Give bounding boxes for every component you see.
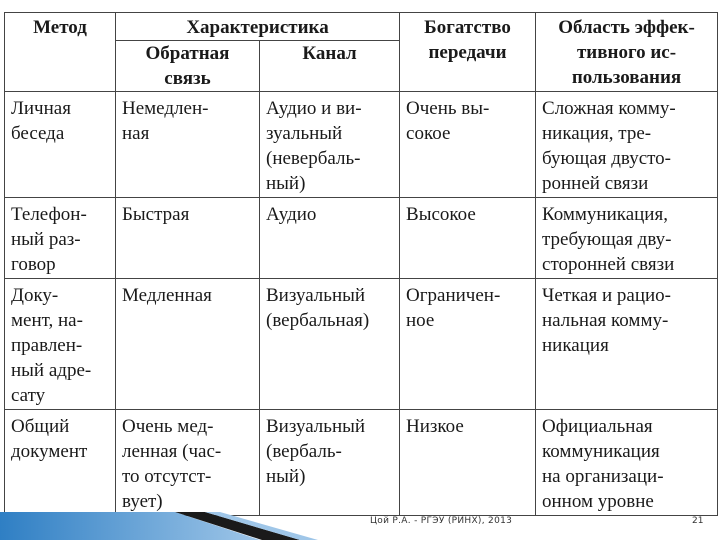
cell-method: Личная беседа [5, 92, 116, 198]
cell-area: Официальная коммуникация на организаци- онном уровне [536, 410, 718, 516]
header-area: Область эффек- тивного ис- пользования [536, 13, 718, 92]
cell-richness: Низкое [400, 410, 536, 516]
cell-area: Четкая и рацио- нальная комму- никация [536, 279, 718, 410]
header-richness: Богатство передачи [400, 13, 536, 92]
cell-channel: Визуальный (вербальная) [260, 279, 400, 410]
page-number: 21 [692, 516, 704, 526]
cell-channel: Аудио [260, 198, 400, 279]
cell-method: Общий документ [5, 410, 116, 516]
cell-area: Сложная комму- никация, тре- бующая двусто- ронней связи [536, 92, 718, 198]
cell-richness: Ограничен- ное [400, 279, 536, 410]
header-characteristic: Характеристика [116, 13, 400, 41]
cell-area: Коммуникация, требующая дву- сторонней связи [536, 198, 718, 279]
header-channel: Канал [260, 41, 400, 92]
cell-richness: Очень вы- сокое [400, 92, 536, 198]
cell-richness: Высокое [400, 198, 536, 279]
footer-decoration [0, 508, 720, 540]
table-row [5, 198, 718, 279]
cell-feedback: Очень мед- ленная (час- то отсутст- вует) [116, 410, 260, 516]
cell-feedback: Быстрая [116, 198, 260, 279]
header-feedback: Обратная связь [116, 41, 260, 92]
footer-bar [0, 508, 720, 540]
footer-author: Цой Р.А. - РГЭУ (РИНХ), 2013 [370, 516, 513, 526]
cell-channel: Аудио и ви- зуальный (невербаль- ный) [260, 92, 400, 198]
cell-method: Доку- мент, на- правлен- ный адре- сату [5, 279, 116, 410]
communication-methods-table [4, 12, 718, 516]
header-method: Метод [5, 13, 116, 92]
cell-channel: Визуальный (вербаль- ный) [260, 410, 400, 516]
cell-method: Телефон- ный раз- говор [5, 198, 116, 279]
table-row [5, 410, 718, 516]
table-row [5, 92, 718, 198]
table-row [5, 279, 718, 410]
cell-feedback: Немедлен- ная [116, 92, 260, 198]
cell-feedback: Медленная [116, 279, 260, 410]
